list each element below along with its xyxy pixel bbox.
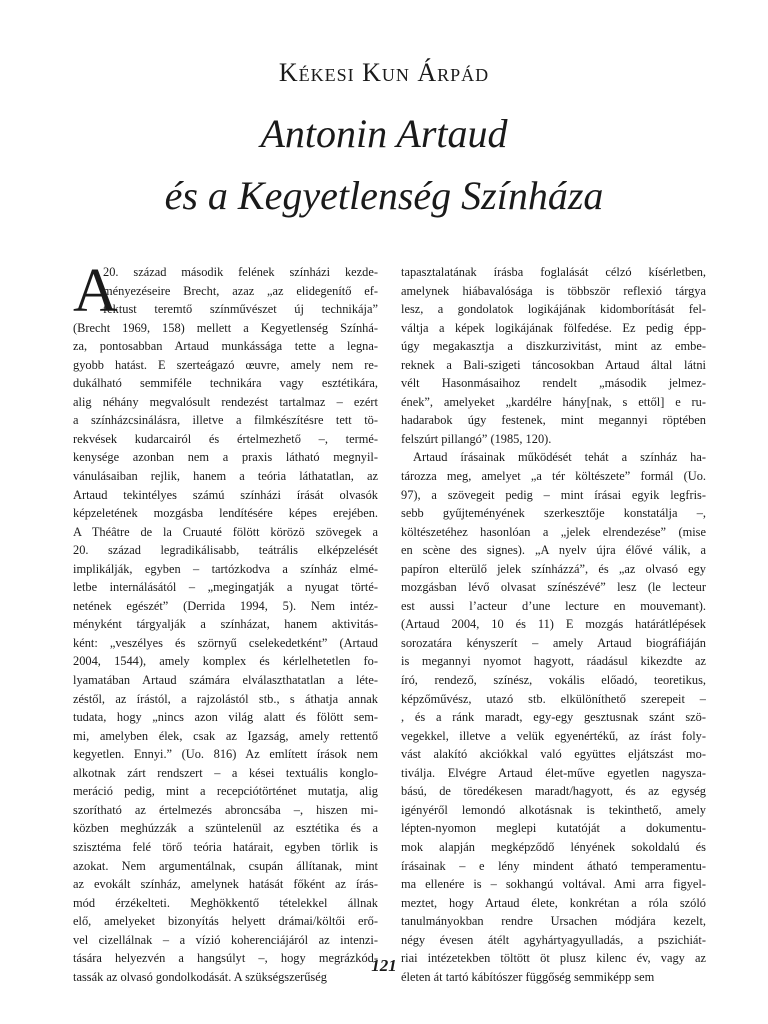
text-line: közben meghúzzák a szüntelenül az esztétika és a: [73, 821, 378, 836]
text-line: vel cizellálnak – a vízió koherenciájáról az intenzi-: [73, 932, 378, 947]
text-line: est aussi l’acteur d’une lecture en mouvemant).: [401, 598, 706, 613]
right-column: [401, 263, 706, 986]
text-line: hadarabok úgy festenek, mint megannyi röptében: [401, 413, 706, 428]
text-line: Artaud tekintélyes számú színházi írását olvasók: [73, 487, 378, 502]
article-title-line-1: Antonin Artaud: [260, 111, 508, 156]
text-line: alig néhány megvalósult rendezést tartalmaz – ezért: [73, 394, 378, 409]
text-line: elő, amelyeket bizonyítás helyett drámai/költői erő-: [73, 914, 378, 929]
text-line: gyobb hatást. E szerteágazó œuvre, amely nem re-: [73, 357, 378, 372]
text-line: A Théâtre de la Cruauté fölött körözö szövegek a: [73, 524, 378, 539]
text-line: szisztéma felé törő teória határait, egyben törlik is: [73, 839, 378, 854]
text-line: író, rendező, színész, vokális előadó, teoretikus,: [401, 673, 706, 688]
text-line: költészetéhez hasonlóan a „jelek elrendezése” (mise: [401, 524, 706, 539]
drop-cap: A: [73, 257, 118, 325]
text-line: alkotnak zárt rendszert – a kései textuális konglo-: [73, 765, 378, 780]
text-line: kegyetlen. Ennyi.” (Uo. 816) Az említett írások nem: [73, 747, 378, 762]
text-line: rekvések kudarcairól és értelmezhető –, termé-: [73, 431, 378, 446]
text-line: tanulmányokban rendre Ursachen módjára kezelt,: [401, 914, 706, 929]
text-line: mód érzékelteti. Meghökkentő tételekkel állnak: [73, 895, 378, 910]
text-line: lyamatában Artaud számára elválaszthatatlan a léte-: [73, 673, 378, 688]
text-line: sorozatára kényszerít – amely Artaud biográfiáján: [401, 635, 706, 650]
text-line: mi, amelyben élek, csak az Igazság, amely rettentő: [73, 728, 378, 743]
article-title-line-2: és a Kegyetlenség Színháza: [164, 173, 604, 218]
text-line: képzőművész, utazó stb. elkülöníthető szerepeit –: [401, 691, 706, 706]
text-line: azokat. Nem argumentálnak, csupán állítanak, mint: [73, 858, 378, 873]
text-line: sebb gyűjteményének szerkesztője konstatálja –,: [401, 506, 706, 521]
text-line: meráció pedig, mint a recepciótörténet mutatja, alig: [73, 784, 378, 799]
text-line: papíron elterülő jelek színházzá”, és „az olvasó egy: [401, 561, 706, 576]
text-line: dukálható semmiféle technikára vagy esztétikára,: [73, 376, 378, 391]
text-line: , és a ránk maradt, egy-egy gesztusnak szánt szö-: [401, 710, 706, 725]
text-line: felszúrt pillangó” (1985, 120).: [401, 431, 552, 446]
text-line: letbe internálásától – „megingatják a nyugat törté-: [73, 580, 378, 595]
text-line: tassák az olvasó gondolkodását. A szükségszerűség: [73, 969, 327, 984]
text-line: 20. század legradikálisabb, teátrális elképzelését: [73, 543, 378, 558]
text-line: is megannyi nyomot hagyott, ráadásul kikezdte az: [401, 654, 706, 669]
text-line: igényéről lemondó alkotásnak is tekinthető, amely: [401, 802, 706, 817]
page-number: 121: [371, 956, 397, 975]
text-line: amelynek hiábavalósága is többször reflexió tárgya: [401, 283, 706, 298]
text-line: ma ellenére is – sokhangú voltával. Ami arra figyel-: [401, 877, 706, 892]
text-line: 20. század második felének színházi kezde-: [103, 265, 378, 279]
text-line: en scène des signes). „A nyelv újra élővé válik, a: [401, 543, 706, 558]
text-line: tására helyezvén a hangsúlyt –, hogy megrázkód-: [73, 951, 378, 966]
text-line: riai intézetekben töltött öt plusz kilenc év, vagy az: [401, 951, 706, 966]
text-line: kenysége azonban nem a praxis látható megnyil-: [73, 450, 378, 465]
text-line: a színházcsinálásra, illetve a filmkészítésre tett tö-: [73, 413, 378, 428]
text-line: tiválja. Elvégre Artaud élet-műve egyetlen nagysza-: [401, 765, 706, 780]
text-line: Artaud írásainak működését tehát a színház ha-: [413, 450, 706, 465]
text-line: négy évesen átélt agyhártyagyulladás, a pszichiát-: [401, 932, 706, 947]
text-line: implikálják, egyben – tartózkodva a színház elmé-: [73, 561, 378, 576]
text-line: tározza meg, amelyet „a tér költészete” formál (Uo.: [401, 469, 706, 484]
left-column: [73, 257, 378, 986]
text-line: mozgásban lévő olvasat színészévé” lesz (le lecteur: [401, 580, 706, 595]
text-line: za, pontosabban Artaud munkássága tette a legna-: [73, 339, 378, 354]
text-line: fektust teremtő színművészet új technikája”: [103, 302, 378, 317]
text-line: reknek a Bali-szigeti táncosokban Artaud által látni: [401, 357, 706, 372]
text-line: lesz, a gondolatok logikájának kidomborítását fel-: [401, 302, 706, 317]
text-line: tudata, hogy „nincs azon világ alatt és fölött sem-: [73, 710, 378, 725]
text-line: (Brecht 1969, 158) mellett a Kegyetlenség Színhá-: [73, 320, 378, 335]
text-line: írásainak – e lény mindent átható temperamentu-: [401, 858, 706, 873]
text-line: vélt Hasonmásaihoz rendelt „második jelmez-: [401, 376, 706, 391]
author-name: Kékesi Kun Árpád: [278, 58, 490, 87]
text-line: ének”, amelyeket „kardélre hány[nak, s ettől] e ru-: [401, 394, 706, 409]
text-line: életen át tartó kábítószer függőség semmiképp sem: [401, 969, 655, 984]
text-line: tapasztalatának írásba foglalását célzó kísérletben,: [401, 265, 706, 279]
text-line: vást alakító akciókkal való együttes eljátszást mo-: [401, 747, 706, 762]
text-line: úgy megakasztja a diszkurzivitást, mint az embe-: [401, 339, 706, 354]
text-line: ményként tárgyalják a színházat, hanem aktivitás-: [73, 617, 378, 632]
text-line: szorítható az értelmezés abroncsába –, hiszen mi-: [73, 802, 378, 817]
text-line: képzeletének mozgásba lendítésére képes erejében.: [73, 506, 378, 521]
text-line: ményezéseire Brecht, azaz „az elidegenítő ef-: [103, 283, 378, 298]
text-line: váltja a képek logikájának fölfedése. Ez pedig épp-: [401, 320, 706, 335]
text-line: vánulásaiban rejlik, hanem a teória láthatatlan, az: [73, 469, 378, 484]
text-line: 2004, 1544), amely komplex és kérlelhetetlen fo-: [73, 654, 378, 669]
text-line: netének egészét” (Derrida 1994, 5). Nem intéz-: [73, 598, 378, 613]
text-line: vegekkel, illetve a velük egyenértékű, az írást foly-: [401, 728, 706, 743]
text-line: ként: „veszélyes és szörnyű cselekedetként” (Artaud: [73, 635, 378, 650]
text-line: bású, de töredékesen maradt/hagyott, és az egység: [401, 784, 706, 799]
text-line: lépten-nyomon meglepi kutatóját a dokumentu-: [401, 821, 706, 836]
text-line: az evokált színház, amelynek hatását főként az írás-: [73, 877, 378, 892]
text-line: (Artaud 2004, 10 és 11) E mozgás határátlépések: [401, 617, 706, 632]
text-line: meztet, hogy Artaud élete, konkrétan a róla szóló: [401, 895, 706, 910]
text-line: mok alapján megképződő lényének sokoldalú és: [401, 839, 706, 854]
text-line: 97), a szövegeit pedig – mint írásai egyik legfris-: [401, 487, 706, 502]
text-line: zéstől, az írástól, a rajzolástól stb., s áthatja annak: [73, 691, 378, 706]
